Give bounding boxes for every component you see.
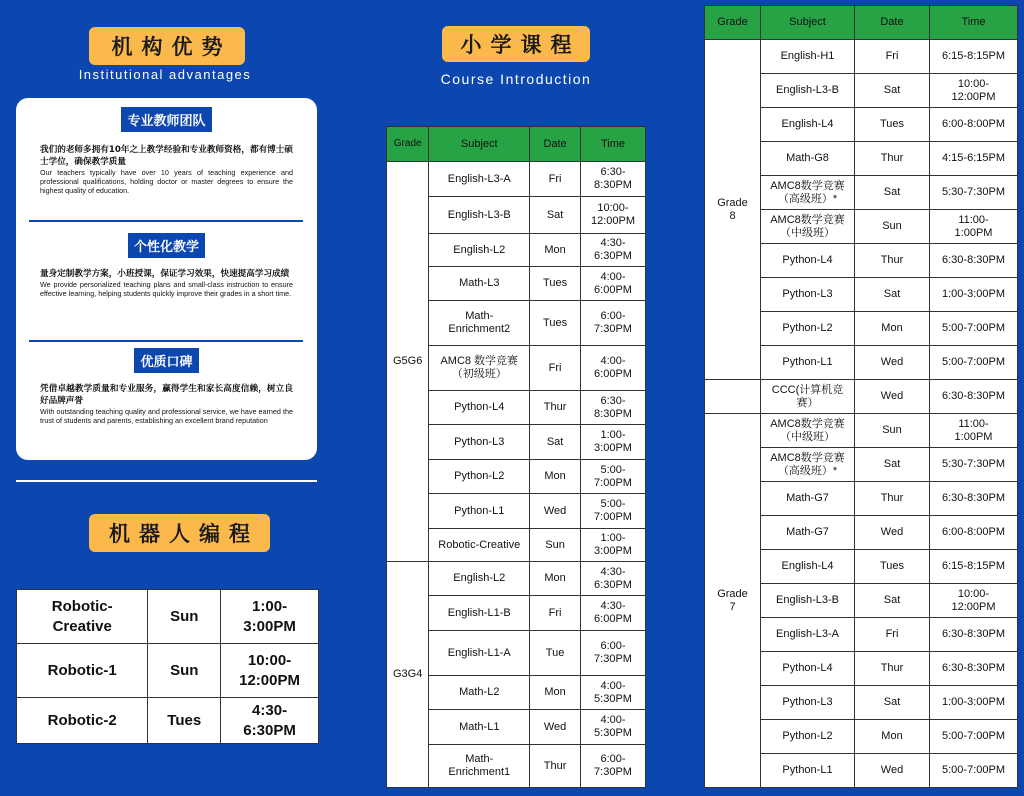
robot-date-cell: Sun <box>148 590 221 644</box>
subject-cell: AMC8数学竞赛（高级班）* <box>761 448 855 482</box>
robotics-table <box>16 589 319 744</box>
date-cell: Mon <box>530 460 581 494</box>
time-cell: 5:00-7:00PM <box>930 312 1018 346</box>
time-cell: 5:30-7:30PM <box>930 176 1018 210</box>
advantage-zh-text: 凭借卓越教学质量和专业服务，赢得学生和家长高度信赖，树立良好品牌声誉 <box>40 384 293 406</box>
table-row <box>17 590 319 644</box>
subject-cell: English-L2 <box>429 562 530 596</box>
time-cell: 6:30-8:30PM <box>580 162 645 197</box>
subject-cell: Python-L2 <box>429 460 530 494</box>
course-title-badge: 小学课程 <box>442 26 590 62</box>
robot-subject-cell: Robotic-Creative <box>17 590 148 644</box>
time-cell: 6:00-7:30PM <box>580 745 645 788</box>
advantage-section-3 <box>16 348 317 425</box>
subject-cell: English-L3-A <box>761 618 855 652</box>
subject-cell: English-L3-B <box>761 584 855 618</box>
grade-cell: G5G6 <box>387 162 429 562</box>
subject-cell: English-L2 <box>429 234 530 267</box>
advantage-section-1 <box>16 107 317 195</box>
subject-cell: AMC8 数学竞赛（初级班） <box>429 346 530 391</box>
time-cell: 1:00-3:00PM <box>580 529 645 562</box>
date-cell: Fri <box>855 40 930 74</box>
table-row <box>705 40 1018 74</box>
subject-cell: Python-L3 <box>761 278 855 312</box>
time-cell: 6:00-8:00PM <box>930 108 1018 142</box>
subject-cell: AMC8数学竞赛（高级班）* <box>761 176 855 210</box>
subject-cell: English-L1-A <box>429 631 530 676</box>
table-row <box>705 414 1018 448</box>
date-cell: Thur <box>855 482 930 516</box>
subject-cell: Math-Enrichment2 <box>429 301 530 346</box>
date-cell: Sun <box>530 529 581 562</box>
date-cell: Thur <box>530 391 581 425</box>
date-cell: Mon <box>530 562 581 596</box>
grade-cell <box>705 380 761 414</box>
date-cell: Fri <box>530 346 581 391</box>
time-cell: 5:00-7:00PM <box>930 754 1018 788</box>
time-cell: 1:00-3:00PM <box>580 425 645 460</box>
date-cell: Wed <box>855 380 930 414</box>
date-cell: Wed <box>530 494 581 529</box>
time-cell: 5:30-7:30PM <box>930 448 1018 482</box>
date-cell: Mon <box>855 312 930 346</box>
robot-time-cell: 10:00-12:00PM <box>221 644 319 698</box>
time-cell: 6:00-8:00PM <box>930 516 1018 550</box>
date-cell: Sun <box>855 414 930 448</box>
col-header-date: Date <box>530 127 581 162</box>
date-cell: Thur <box>855 652 930 686</box>
table-row <box>17 698 319 744</box>
robot-subject-cell: Robotic-2 <box>17 698 148 744</box>
time-cell: 1:00-3:00PM <box>930 686 1018 720</box>
date-cell: Thur <box>530 745 581 788</box>
table-row <box>705 380 1018 414</box>
date-cell: Sat <box>530 197 581 234</box>
advantage-en-text: With outstanding teaching quality and professional service, we have earned the trust of students and parents, establishing an excellent brand reputation <box>40 407 293 425</box>
date-cell: Tues <box>530 267 581 301</box>
time-cell: 6:00-7:30PM <box>580 301 645 346</box>
upper-course-table <box>704 5 1018 788</box>
subject-cell: Python-L3 <box>429 425 530 460</box>
time-cell: 11:00-1:00PM <box>930 414 1018 448</box>
advantage-label: 个性化教学 <box>128 233 205 258</box>
date-cell: Fri <box>530 596 581 631</box>
time-cell: 10:00-12:00PM <box>930 74 1018 108</box>
date-cell: Wed <box>855 754 930 788</box>
subject-cell: Python-L3 <box>761 686 855 720</box>
subject-cell: English-L3-B <box>429 197 530 234</box>
date-cell: Sat <box>855 686 930 720</box>
subject-cell: Python-L4 <box>761 652 855 686</box>
time-cell: 5:00-7:00PM <box>580 460 645 494</box>
subject-cell: AMC8数学竞赛（中级班） <box>761 210 855 244</box>
subject-cell: CCC(计算机竞赛） <box>761 380 855 414</box>
time-cell: 10:00-12:00PM <box>930 584 1018 618</box>
card-divider <box>29 220 303 222</box>
date-cell: Sun <box>855 210 930 244</box>
subject-cell: Math-G7 <box>761 482 855 516</box>
date-cell: Wed <box>855 516 930 550</box>
date-cell: Fri <box>855 618 930 652</box>
date-cell: Thur <box>855 142 930 176</box>
time-cell: 4:00-5:30PM <box>580 676 645 710</box>
subject-cell: English-L3-A <box>429 162 530 197</box>
advantages-title-badge: 机构优势 <box>89 27 245 65</box>
time-cell: 4:30-6:00PM <box>580 596 645 631</box>
date-cell: Sat <box>855 74 930 108</box>
robot-time-cell: 4:30-6:30PM <box>221 698 319 744</box>
course-subtitle: Course Introduction <box>440 71 592 87</box>
col-header-subject: Subject <box>761 6 855 40</box>
date-cell: Mon <box>530 676 581 710</box>
advantage-en-text: Our teachers typically have over 10 years of teaching experience and professional qualifications, holding doctor or master degrees to ensure the highest quality of education. <box>40 168 293 195</box>
time-cell: 6:30-8:30PM <box>930 244 1018 278</box>
date-cell: Sat <box>530 425 581 460</box>
subject-cell: Math-L2 <box>429 676 530 710</box>
subject-cell: Python-L1 <box>429 494 530 529</box>
time-cell: 4:30-6:30PM <box>580 562 645 596</box>
subject-cell: Robotic-Creative <box>429 529 530 562</box>
time-cell: 6:30-8:30PM <box>580 391 645 425</box>
subject-cell: Python-L1 <box>761 754 855 788</box>
date-cell: Mon <box>530 234 581 267</box>
advantage-en-text: We provide personalized teaching plans and small-class instruction to ensure effective learning, helping students quickly improve their grades in a short time. <box>40 280 293 298</box>
subject-cell: Math-L1 <box>429 710 530 745</box>
table-row <box>387 562 646 596</box>
time-cell: 4:00-5:30PM <box>580 710 645 745</box>
col-header-date: Date <box>855 6 930 40</box>
subject-cell: English-L4 <box>761 108 855 142</box>
time-cell: 10:00-12:00PM <box>580 197 645 234</box>
time-cell: 6:00-7:30PM <box>580 631 645 676</box>
time-cell: 6:30-8:30PM <box>930 652 1018 686</box>
time-cell: 11:00-1:00PM <box>930 210 1018 244</box>
time-cell: 6:15-8:15PM <box>930 40 1018 74</box>
time-cell: 1:00-3:00PM <box>930 278 1018 312</box>
subject-cell: Math-G7 <box>761 516 855 550</box>
col-header-time: Time <box>580 127 645 162</box>
time-cell: 6:30-8:30PM <box>930 482 1018 516</box>
advantages-subtitle: Institutional advantages <box>78 67 252 82</box>
date-cell: Sat <box>855 278 930 312</box>
advantage-zh-text: 量身定制教学方案，小班授课，保证学习效果，快速提高学习成绩 <box>40 269 290 279</box>
subject-cell: Python-L1 <box>761 346 855 380</box>
date-cell: Sat <box>855 448 930 482</box>
grade-cell: Grade 7 <box>705 414 761 788</box>
col-header-grade: Grade <box>387 127 429 162</box>
subject-cell: Python-L4 <box>429 391 530 425</box>
card-divider <box>29 340 303 342</box>
advantages-card <box>16 98 317 460</box>
advantage-label: 专业教师团队 <box>121 107 211 132</box>
time-cell: 6:15-8:15PM <box>930 550 1018 584</box>
grade-cell: Grade 8 <box>705 40 761 380</box>
robot-time-cell: 1:00-3:00PM <box>221 590 319 644</box>
subject-cell: English-L4 <box>761 550 855 584</box>
time-cell: 4:00-6:00PM <box>580 267 645 301</box>
date-cell: Thur <box>855 244 930 278</box>
subject-cell: English-H1 <box>761 40 855 74</box>
date-cell: Fri <box>530 162 581 197</box>
time-cell: 6:30-8:30PM <box>930 618 1018 652</box>
time-cell: 5:00-7:00PM <box>580 494 645 529</box>
time-cell: 5:00-7:00PM <box>930 346 1018 380</box>
table-row <box>17 644 319 698</box>
date-cell: Tues <box>855 550 930 584</box>
subject-cell: Python-L4 <box>761 244 855 278</box>
date-cell: Mon <box>855 720 930 754</box>
primary-course-table <box>386 126 646 788</box>
grade-cell: G3G4 <box>387 562 429 788</box>
robot-date-cell: Tues <box>148 698 221 744</box>
date-cell: Tues <box>855 108 930 142</box>
subject-cell: English-L1-B <box>429 596 530 631</box>
col-header-subject: Subject <box>429 127 530 162</box>
col-header-time: Time <box>930 6 1018 40</box>
time-cell: 4:30-6:30PM <box>580 234 645 267</box>
col-header-grade: Grade <box>705 6 761 40</box>
robot-subject-cell: Robotic-1 <box>17 644 148 698</box>
subject-cell: Math-G8 <box>761 142 855 176</box>
date-cell: Wed <box>855 346 930 380</box>
robot-title-badge: 机器人编程 <box>89 514 270 552</box>
time-cell: 4:15-6:15PM <box>930 142 1018 176</box>
subject-cell: Math-L3 <box>429 267 530 301</box>
table-row <box>387 162 646 197</box>
subject-cell: Python-L2 <box>761 720 855 754</box>
time-cell: 4:00-6:00PM <box>580 346 645 391</box>
date-cell: Wed <box>530 710 581 745</box>
subject-cell: Python-L2 <box>761 312 855 346</box>
subject-cell: Math-Enrichment1 <box>429 745 530 788</box>
subject-cell: English-L3-B <box>761 74 855 108</box>
advantage-section-2 <box>16 233 317 298</box>
date-cell: Sat <box>855 176 930 210</box>
advantage-label: 优质口碑 <box>134 348 198 373</box>
date-cell: Tues <box>530 301 581 346</box>
time-cell: 5:00-7:00PM <box>930 720 1018 754</box>
robot-date-cell: Sun <box>148 644 221 698</box>
subject-cell: AMC8数学竞赛（中级班） <box>761 414 855 448</box>
date-cell: Sat <box>855 584 930 618</box>
section-divider <box>16 480 317 482</box>
date-cell: Tue <box>530 631 581 676</box>
time-cell: 6:30-8:30PM <box>930 380 1018 414</box>
advantage-zh-text: 我们的老师多拥有10年之上教学经验和专业教师资格，都有博士硕士学位，确保教学质量 <box>40 145 293 167</box>
